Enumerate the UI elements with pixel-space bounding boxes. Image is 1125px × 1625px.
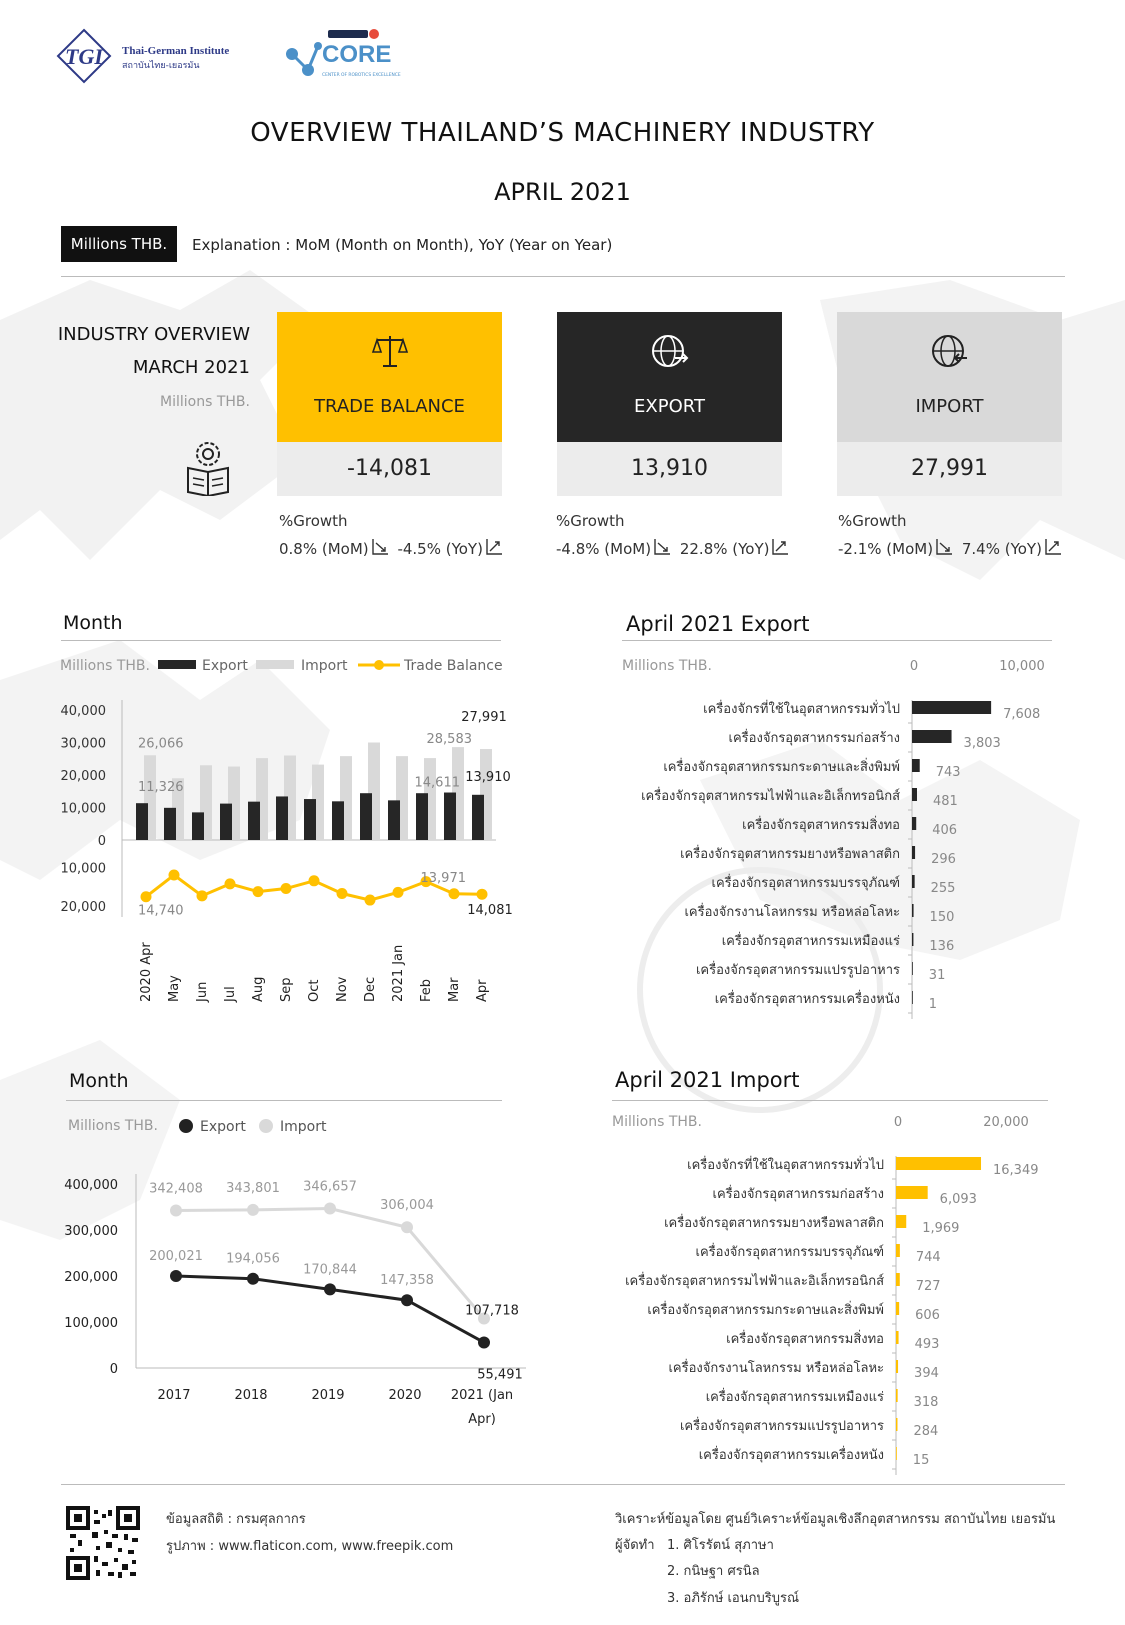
- export-bar: [304, 799, 316, 840]
- y-tick-label: 400,000: [64, 1178, 118, 1193]
- divider: [61, 1484, 1065, 1485]
- legend-swatch-import: [256, 660, 294, 669]
- card-label: TRADE BALANCE: [314, 396, 465, 417]
- bar: [912, 730, 952, 743]
- bar: [896, 1418, 897, 1431]
- legend-label-export: Export: [200, 1119, 246, 1135]
- x-tick-label: Mar: [447, 977, 462, 1002]
- export-data-label: 55,491: [477, 1367, 523, 1383]
- overview-title: [40, 318, 250, 384]
- legend-label-import: Import: [301, 658, 348, 674]
- trade-balance-point: [449, 888, 460, 899]
- x-tick-label: 0: [893, 1115, 903, 1130]
- data-label: 13,910: [465, 769, 511, 785]
- legend-marker-export: [179, 1119, 193, 1133]
- data-label: 1,969: [922, 1221, 960, 1236]
- x-tick-label: Dec: [363, 976, 378, 1002]
- category-label: เครื่องจักรอุตสาหกรรมบรรจุภัณฑ์: [711, 876, 900, 891]
- monthly-unit: Millions THB.: [60, 658, 150, 674]
- mom-value: -4.8% (MoM): [556, 540, 652, 558]
- data-label: 11,326: [138, 780, 184, 796]
- explanation-text: Explanation : MoM (Month on Month), YoY (Year on Year): [192, 236, 613, 254]
- data-label: 727: [915, 1279, 941, 1294]
- x-tick-label: Jun: [195, 981, 210, 1002]
- data-label: 13,971: [420, 870, 466, 886]
- export-point: [324, 1283, 336, 1295]
- globe-export-icon: [651, 332, 689, 370]
- bar: [896, 1302, 899, 1315]
- trade-balance-point: [169, 870, 180, 881]
- trend-up-icon: [485, 538, 503, 556]
- card-trade-balance: [277, 312, 502, 442]
- trade-balance-point: [253, 886, 264, 897]
- footer-author-3: 3. อภิรักษ์ เอนกบริบูรณ์: [667, 1591, 800, 1606]
- bar: [912, 701, 991, 714]
- y-tick-label: 20,000: [60, 900, 106, 915]
- growth-import: [838, 538, 1066, 558]
- trend-up-icon: [771, 538, 789, 556]
- category-label: เครื่องจักรอุตสาหกรรมเครื่องหนัง: [714, 992, 900, 1007]
- category-label: เครื่องจักรอุตสาหกรรมแปรรูปอาหาร: [679, 1419, 884, 1434]
- x-tick-label: Apr: [475, 979, 490, 1002]
- bar: [912, 817, 916, 830]
- import-chart-title: April 2021 Import: [615, 1068, 800, 1092]
- trend-down-icon: [653, 538, 671, 556]
- data-label: 296: [931, 852, 956, 867]
- data-label: 493: [914, 1337, 940, 1352]
- legend-label-trade-balance: Trade Balance: [404, 658, 503, 674]
- footer-analysis: วิเคราะห์ข้อมูลโดย ศูนย์วิเคราะห์ข้อมูลเชิงลึกอุตสาหกรรม สถาบันไทย เยอรมัน: [615, 1512, 1056, 1527]
- import-data-label: 342,408: [149, 1181, 203, 1197]
- category-label: เครื่องจักรอุตสาหกรรมยางหรือพลาสติก: [680, 847, 900, 862]
- yearly-unit: Millions THB.: [68, 1118, 158, 1134]
- data-label: 16,349: [993, 1163, 1039, 1178]
- tgi-logo: [56, 28, 266, 84]
- import-breakdown-chart: [590, 1108, 1070, 1478]
- x-tick-label: 2020: [388, 1388, 422, 1403]
- overview-title-line1: INDUSTRY OVERVIEW: [57, 324, 250, 345]
- divider: [622, 640, 1052, 641]
- svg-text:สถาบันไทย-เยอรมัน: สถาบันไทย-เยอรมัน: [122, 61, 200, 71]
- y-tick-label: 20,000: [60, 769, 106, 784]
- bar: [896, 1389, 898, 1402]
- y-tick-label: 30,000: [60, 736, 106, 752]
- overview-unit: Millions THB.: [160, 394, 250, 410]
- category-label: เครื่องจักรอุตสาหกรรมสิ่งทอ: [726, 1332, 884, 1347]
- core-logo: [282, 24, 422, 84]
- x-tick-label: 2018: [234, 1388, 268, 1403]
- monthly-chart-title: Month: [63, 612, 123, 634]
- scale-icon: [371, 332, 409, 370]
- svg-text:CORE: CORE: [322, 41, 392, 68]
- x-tick-label: Oct: [307, 979, 322, 1002]
- export-bar: [136, 803, 148, 840]
- x-tick-label: 2017: [157, 1388, 191, 1403]
- category-label: เครื่องจักรอุตสาหกรรมก่อสร้าง: [728, 731, 900, 746]
- data-label: 481: [933, 794, 958, 809]
- x-tick-label: 2021 (Jan: [450, 1388, 514, 1403]
- y-tick-label: 10,000: [60, 801, 106, 817]
- data-label: 14,081: [467, 903, 513, 919]
- legend-label-import: Import: [280, 1119, 327, 1135]
- data-label: 394: [914, 1366, 939, 1381]
- yearly-chart-title: Month: [69, 1070, 129, 1092]
- import-point: [170, 1204, 182, 1216]
- svg-text:TGI: TGI: [65, 44, 103, 69]
- qr-code: [66, 1506, 140, 1580]
- trend-down-icon: [371, 538, 389, 556]
- import-data-label: 107,718: [465, 1303, 519, 1319]
- y-tick-label: 10,000: [60, 861, 106, 877]
- category-label: เครื่องจักรที่ใช้ในอุตสาหกรรมทั่วไป: [687, 1158, 884, 1173]
- divider: [612, 1100, 1048, 1101]
- x-tick-label: 10,000: [999, 659, 1045, 674]
- footer-author-2: 2. กนิษฐา ศรนิล: [667, 1564, 760, 1579]
- trend-up-icon: [1044, 538, 1062, 556]
- export-unit: Millions THB.: [622, 658, 712, 674]
- y-tick-label: 0: [109, 1362, 118, 1377]
- category-label: เครื่องจักรงานโลหกรรม หรือหล่อโลหะ: [684, 905, 900, 920]
- export-point: [170, 1270, 182, 1282]
- data-label: 14,611: [414, 775, 460, 791]
- mom-value: -2.1% (MoM): [838, 540, 934, 558]
- bar: [896, 1157, 981, 1170]
- yoy-value: -4.5% (YoY): [397, 540, 483, 558]
- card-label: EXPORT: [634, 396, 705, 417]
- bar: [896, 1360, 898, 1373]
- data-label: 15: [912, 1453, 930, 1468]
- bar: [912, 962, 913, 975]
- data-label: 255: [930, 881, 956, 896]
- x-tick-label: 0: [909, 659, 919, 674]
- trade-balance-point: [309, 875, 320, 886]
- data-label: 6,093: [939, 1192, 977, 1207]
- footer-authors-label: ผู้จัดทำ: [615, 1538, 655, 1553]
- svg-text:Thai-German Institute: Thai-German Institute: [122, 45, 230, 57]
- overview-title-line2: MARCH 2021: [132, 357, 250, 378]
- category-label: เครื่องจักรอุตสาหกรรมกระดาษและสิ่งพิมพ์: [647, 1303, 884, 1318]
- data-label: 27,991: [461, 710, 507, 726]
- page-subtitle: APRIL 2021: [494, 178, 631, 206]
- import-unit: Millions THB.: [612, 1114, 702, 1130]
- yoy-value: 7.4% (YoY): [961, 540, 1042, 558]
- bar: [896, 1244, 900, 1257]
- book-gear-icon: [184, 440, 232, 496]
- export-data-label: 200,021: [149, 1248, 203, 1264]
- x-tick-label: Jul: [223, 986, 238, 1002]
- category-label: เครื่องจักรอุตสาหกรรมยางหรือพลาสติก: [664, 1216, 884, 1231]
- divider: [66, 1100, 502, 1101]
- export-bar: [248, 802, 260, 840]
- y-tick-label: 200,000: [64, 1270, 118, 1285]
- bar: [912, 875, 915, 888]
- category-label: เครื่องจักรอุตสาหกรรมแปรรูปอาหาร: [695, 963, 900, 978]
- data-label: 318: [913, 1395, 939, 1410]
- data-label: 31: [928, 968, 946, 983]
- export-breakdown-chart: [600, 652, 1070, 1022]
- trade-balance-point: [281, 883, 292, 894]
- category-label: เครื่องจักรอุตสาหกรรมสิ่งทอ: [742, 818, 900, 833]
- import-point: [401, 1221, 413, 1233]
- bar: [912, 759, 920, 772]
- trade-balance-point: [477, 889, 488, 900]
- bar: [912, 846, 915, 859]
- bar: [912, 991, 913, 1004]
- growth-label: %Growth: [838, 512, 907, 530]
- category-label: เครื่องจักรอุตสาหกรรมเครื่องหนัง: [698, 1448, 884, 1463]
- footer-source: ข้อมูลสถิติ : กรมศุลกากร: [166, 1512, 306, 1527]
- x-tick-label: Sep: [279, 977, 294, 1002]
- x-tick-label: Nov: [335, 976, 350, 1002]
- legend-label-export: Export: [202, 658, 248, 674]
- export-point: [247, 1273, 259, 1285]
- export-point: [478, 1336, 490, 1348]
- category-label: เครื่องจักรอุตสาหกรรมไฟฟ้าและอิเล็กทรอนิกส์: [641, 789, 900, 804]
- export-bar: [416, 793, 428, 840]
- y-tick-label: 40,000: [60, 704, 106, 719]
- category-label: เครื่องจักรอุตสาหกรรมไฟฟ้าและอิเล็กทรอนิกส์: [625, 1274, 884, 1289]
- growth-label: %Growth: [279, 512, 348, 530]
- trade-balance-point: [337, 888, 348, 899]
- data-label: 3,803: [963, 736, 1001, 751]
- legend-swatch-export: [158, 660, 196, 669]
- data-label: 28,583: [426, 732, 472, 748]
- bar: [912, 904, 914, 917]
- export-bar: [360, 793, 372, 840]
- trade-balance-point: [225, 878, 236, 889]
- data-label: 1: [928, 997, 938, 1012]
- y-tick-label: 100,000: [64, 1316, 118, 1331]
- export-data-label: 147,358: [380, 1273, 434, 1289]
- export-data-label: 170,844: [303, 1262, 357, 1278]
- import-data-label: 346,657: [303, 1179, 357, 1195]
- export-bar: [220, 804, 232, 840]
- bar: [896, 1273, 900, 1286]
- data-label: 606: [915, 1308, 940, 1323]
- data-label: 406: [932, 823, 958, 838]
- x-tick-label: 2021 Jan: [391, 944, 406, 1002]
- export-bar: [472, 795, 484, 840]
- svg-text:CENTER OF ROBOTICS EXCELLENCE: CENTER OF ROBOTICS EXCELLENCE: [322, 73, 401, 78]
- export-chart-title: April 2021 Export: [626, 612, 810, 636]
- export-data-label: 194,056: [226, 1251, 280, 1267]
- import-value: 27,991: [837, 442, 1062, 496]
- x-tick-label: 20,000: [983, 1115, 1029, 1130]
- export-bar: [388, 800, 400, 840]
- unit-tag: Millions THB.: [61, 226, 177, 262]
- footer-images: รูปภาพ : www.flaticon.com, www.freepik.com: [166, 1539, 454, 1554]
- bar: [896, 1186, 928, 1199]
- bar: [896, 1331, 899, 1344]
- export-bar: [276, 796, 288, 840]
- x-tick-label: Aug: [251, 976, 266, 1002]
- export-bar: [164, 808, 176, 840]
- data-label: 743: [935, 765, 961, 780]
- y-tick-label: 0: [97, 834, 106, 849]
- category-label: เครื่องจักรอุตสาหกรรมเหมืองแร่: [721, 934, 900, 949]
- growth-trade-balance: [279, 538, 507, 558]
- data-label: 7,608: [1003, 707, 1041, 722]
- export-bar: [444, 793, 456, 840]
- import-data-label: 306,004: [380, 1198, 434, 1214]
- x-tick-label: Feb: [419, 978, 434, 1002]
- category-label: เครื่องจักรที่ใช้ในอุตสาหกรรมทั่วไป: [703, 702, 900, 717]
- mom-value: 0.8% (MoM): [279, 540, 369, 558]
- trade-balance-point: [393, 887, 404, 898]
- x-tick-label: 2019: [311, 1388, 345, 1403]
- monthly-trade-chart: [56, 652, 526, 1030]
- data-label: 14,740: [138, 903, 184, 919]
- import-point: [324, 1203, 336, 1215]
- trade-balance-point: [197, 890, 208, 901]
- trade-balance-point: [141, 891, 152, 902]
- data-label: 284: [913, 1424, 939, 1439]
- data-label: 136: [929, 939, 955, 954]
- page-title: OVERVIEW THAILAND’S MACHINERY INDUSTRY: [250, 118, 875, 148]
- card-import: [837, 312, 1062, 442]
- trend-down-icon: [935, 538, 953, 556]
- data-label: 26,066: [138, 736, 184, 752]
- legend-marker-import: [259, 1119, 273, 1133]
- card-label: IMPORT: [915, 396, 984, 417]
- bar: [896, 1215, 906, 1228]
- footer-author-1: 1. ศิโรรัตน์ สุภาษา: [667, 1538, 774, 1553]
- card-export: [557, 312, 782, 442]
- data-label: 150: [929, 910, 955, 925]
- category-label: เครื่องจักรอุตสาหกรรมเหมืองแร่: [705, 1390, 884, 1405]
- category-label: เครื่องจักรอุตสาหกรรมก่อสร้าง: [712, 1187, 884, 1202]
- growth-export: [556, 538, 793, 558]
- category-label: เครื่องจักรงานโลหกรรม หรือหล่อโลหะ: [668, 1361, 884, 1376]
- growth-label: %Growth: [556, 512, 625, 530]
- export-value: 13,910: [557, 442, 782, 496]
- data-label: 744: [915, 1250, 941, 1265]
- category-label: เครื่องจักรอุตสาหกรรมกระดาษและสิ่งพิมพ์: [663, 760, 900, 775]
- x-tick-label: May: [167, 975, 182, 1002]
- bar: [896, 1447, 897, 1460]
- x-tick-label: 2020 Apr: [139, 942, 154, 1002]
- x-tick-label: Apr): [468, 1412, 496, 1427]
- import-point: [247, 1204, 259, 1216]
- export-point: [401, 1294, 413, 1306]
- legend-marker-trade-balance: [374, 660, 384, 670]
- bar: [912, 788, 917, 801]
- trade-balance-point: [365, 895, 376, 906]
- yoy-value: 22.8% (YoY): [679, 540, 770, 558]
- category-label: เครื่องจักรอุตสาหกรรมบรรจุภัณฑ์: [695, 1245, 884, 1260]
- bar: [912, 933, 913, 946]
- yearly-trade-chart: [56, 1108, 536, 1428]
- y-tick-label: 300,000: [64, 1224, 118, 1239]
- globe-import-icon: [931, 332, 969, 370]
- export-bar: [332, 801, 344, 840]
- divider: [61, 276, 1065, 277]
- trade-balance-value: -14,081: [277, 442, 502, 496]
- import-data-label: 343,801: [226, 1180, 280, 1196]
- export-bar: [192, 812, 204, 840]
- divider: [61, 640, 501, 641]
